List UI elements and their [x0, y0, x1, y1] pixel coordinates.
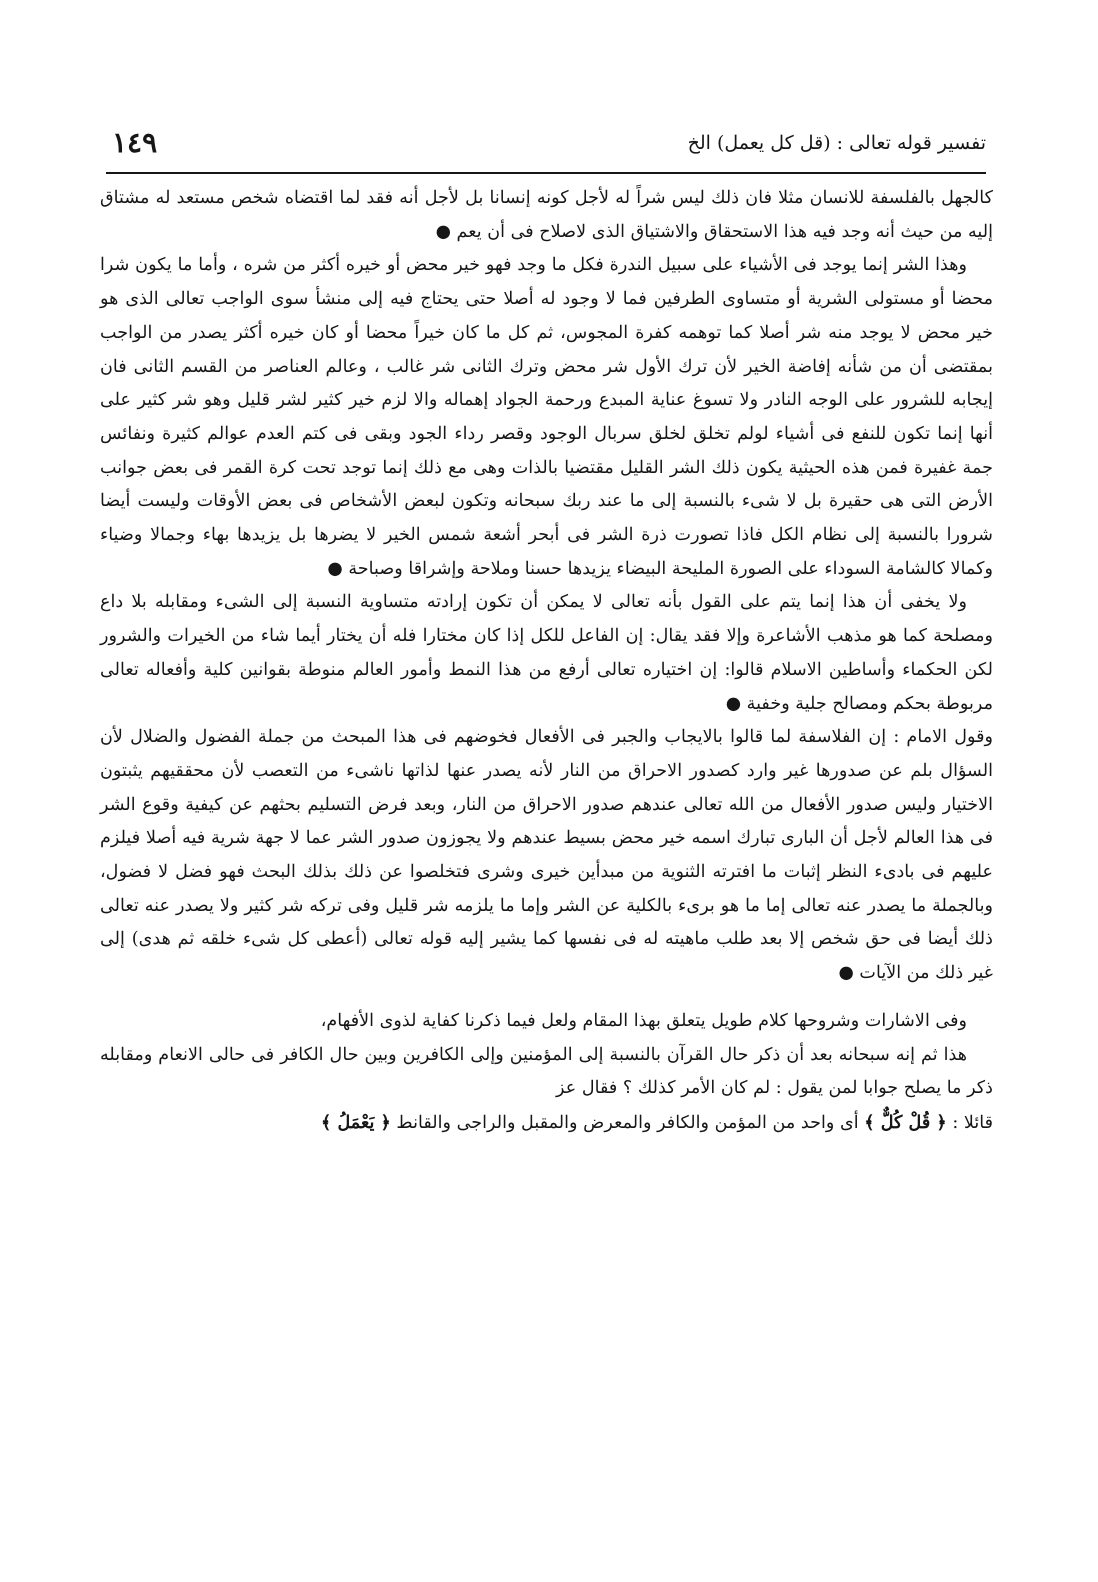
paragraph: وهذا الشر إنما يوجد فى الأشياء على سبيل الندرة فكل ما وجد فهو خير محض أو خيره أكثر من شره ، وأما ما يكون شرا محضا أو مستولى الشرية أو متساوى الطرفين فما لا وجود له أصلا حتى يحتاج فيه إلى منشأ سوى الواجب تعالى الذى هو خير محض لا يوجد منه شر أصلا كما توهمه كفرة المجوس، ثم كل ما كان خيراً محضا أو كان خيره أكثر يصدر من الواجب بمقتضى أن من شأنه إفاضة الخير لأن ترك الأول شر محض وترك الثانى شر غالب ، وعالم العناصر من القسم الثانى فان إيجابه للشرور على الوجه النادر ولا تسوغ عناية المبدع ورحمة الجواد إهماله والا لزم خير كثير لشر قليل وهو شر كثير على أنها إنما تكون للنفع فى أشياء لولم تخلق لخلق سربال الوجود وقصر رداء الجود وبقى فى كتم العدم عوالم كثيرة ونفائس جمة غفيرة فمن هذه الحيثية يكون ذلك الشر القليل مقتضيا بالذات وهى مع ذلك إنما توجد تحت كرة القمر فى بعض جوانب الأرض التى هى حقيرة بل لا شىء بالنسبة إلى ما عند ربك سبحانه وتكون لبعض الأشخاص فى بعض الأوقات وليست أيضا شرورا بالنسبة إلى نظام الكل فاذا تصورت ذرة الشر فى أبحر أشعة شمس الخير لا يضرها بل يزيدها بهاء وجمالا وضياء وكمالا كالشامة السوداء على الصورة المليحة البيضاء يزيدها حسنا وملاحة وإشراقا وصباحة ● [100, 255, 993, 579]
paragraph: وفى الاشارات وشروحها كلام طويل يتعلق بهذا المقام ولعل فيما ذكرنا كفاية لذوى الأفهام، [320, 1010, 967, 1031]
paragraph: ولا يخفى أن هذا إنما يتم على القول بأنه تعالى لا يمكن أن تكون إرادته متساوية النسبة إلى الشىء ومقابله بلا داع ومصلحة كما هو مذهب الأشاعرة وإلا فقد يقال: إن الفاعل للكل إذا كان مختارا فله أن يختار أيما شاء من الخيرات والشرور لكن الحكماء وأساطين الاسلام قالوا: إن اختياره تعالى أرفع من هذا النمط وأمور العالم منوطة بقوانين كلية وأفعاله تعالى مربوطة بحكم ومصالح جلية وخفية ● [100, 592, 993, 714]
running-title: تفسير قوله تعالى : (قل كل يعمل) الخ [687, 132, 986, 154]
paragraph: كالجهل بالفلسفة للانسان مثلا فان ذلك ليس شراً له لأجل كونه إنسانا بل لأجل أنه فقد لما اقتضاه شخص مستعد له مشتاق إليه من حيث أنه وجد فيه هذا الاستحقاق والاشتياق الذى لاصلاح فى أن يعم ● [100, 188, 993, 242]
page-header [106, 126, 986, 172]
page-body [100, 182, 993, 1141]
paragraph: وقول الامام : إن الفلاسفة لما قالوا بالايجاب والجبر فى الأفعال فخوضهم فى هذا المبحث من جملة الفضول والضلال لأن السؤال بلم عن صدورها غير وارد كصدور الاحراق من النار لأنه يصدر عنها لذاتها ناشىء من التعصب لأن محققيهم يثبتون الاختيار وليس صدور الأفعال من الله تعالى عندهم صدور الاحراق من النار، وبعد فرض التسليم بحثهم عن كيفية وقوع الشر فى هذا العالم لأجل أن البارى تبارك اسمه خير محض بسيط عندهم ولا يجوزون صدور الشر عما لا جهة شرية فيه أصلا فيلزم عليهم فى بادىء النظر إثبات ما افترته الثنوية من مبدأين خيرى وشرى فتخلصوا عن ذلك بذلك البحث فهو فضل لا فضول، وبالجملة ما يصدر عنه تعالى إما ما هو برىء بالكلية عن الشر وإما ما يلزمه شر قليل وفى تركه شر كثير ولا يصدر عنه تعالى ذلك أيضا فى حق شخص إلا بعد طلب ماهيته له فى نفسها كما يشير إليه قوله تعالى (أعطى كل شىء خلقه ثم هدى) إلى غير ذلك من الآيات ● [100, 727, 994, 984]
page-number: ١٤٩ [112, 126, 158, 159]
header-rule [106, 172, 986, 174]
last-line-lead: قائلا : [952, 1112, 993, 1133]
quran-quote: ﴿ قُلْ كُلٌّ ﴾ [864, 1111, 947, 1133]
last-line [100, 1106, 993, 1141]
quran-quote: ﴿ يَعْمَلُ ﴾ [321, 1111, 391, 1133]
last-line-text: أى واحد من المؤمن والكافر والمعرض والمقبل والراجى والقانط [396, 1112, 859, 1133]
paragraph: هذا ثم إنه سبحانه بعد أن ذكر حال القرآن بالنسبة إلى المؤمنين وإلى الكافرين وبين حال الكافر فى حالى الانعام ومقابله ذكر ما يصلح جوابا لمن يقول : لم كان الأمر كذلك ؟ فقال عز [100, 1044, 993, 1099]
